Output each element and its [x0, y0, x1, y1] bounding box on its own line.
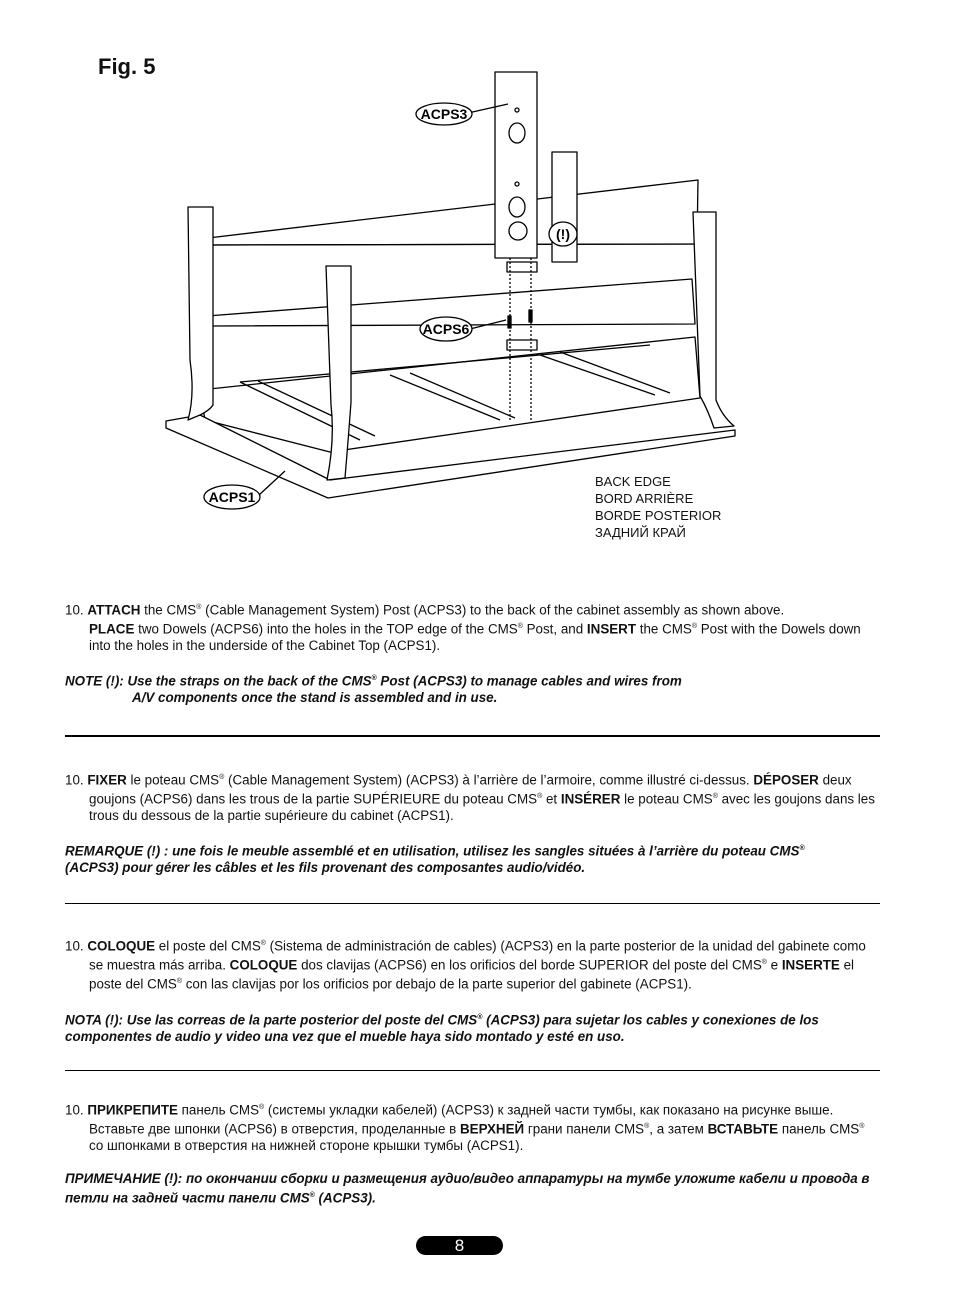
- callout-acps1: ACPS1: [208, 489, 256, 505]
- instructions-russian: [65, 1100, 880, 1207]
- back-edge-ru: ЗАДНИЙ КРАЙ: [595, 525, 686, 540]
- step-10-french: 10. FIXER le poteau CMS® (Cable Management System) (ACPS3) à l’arrière de l’armoire, comme illustré ci-dessus. DÉPOSER deux goujons (ACPS6) dans les trous de la partie SUPÉRIEURE du poteau CMS® et INSÉRER le poteau CMS® avec les goujons dans les trous du dessous de la partie supérieure du cabinet (ACPS1).: [65, 772, 875, 823]
- instructions-french: [65, 770, 880, 877]
- instructions-spanish: [65, 936, 880, 1045]
- back-edge-fr: BORD ARRIÈRE: [595, 491, 694, 506]
- callout-acps3: ACPS3: [420, 106, 468, 122]
- section-divider: [65, 735, 880, 737]
- section-divider: [65, 903, 880, 904]
- section-divider: [65, 1070, 880, 1071]
- step-10-spanish: 10. COLOQUE el poste del CMS® (Sistema de administración de cables) (ACPS3) en la parte posterior de la unidad del gabinete como se muestra más arriba. COLOQUE dos clavijas (ACPS6) en los orificios del borde SUPERIOR del poste del CMS® e INSERTE el poste del CMS® con las clavijas por los orificios por debajo de la parte superior del gabinete (ACPS1).: [65, 938, 866, 992]
- note-english: NOTE (!): Use the straps on the back of the CMS® Post (ACPS3) to manage cables and wires from: [65, 673, 682, 689]
- step-10-russian: 10. ПРИКРЕПИТЕ панель CMS® (системы укладки кабелей) (ACPS3) к задней части тумбы, как показано на рисунке выше. Вставьте две шпонки (ACPS6) в отверстия, проделанные в ВЕРХНЕЙ грани панели CMS®, а затем ВСТАВЬТЕ панель CMS® со шпонками в отверстия на нижней стороне крышки тумбы (ACPS1).: [65, 1102, 865, 1153]
- back-edge-label: [595, 473, 721, 541]
- back-edge-es: BORDE POSTERIOR: [595, 508, 722, 523]
- step-10-english: 10. ATTACH the CMS® (Cable Management System) Post (ACPS3) to the back of the cabinet assembly as shown above. PLACE two Dowels (ACPS6) into the holes in the TOP edge of the CMS® Post, and INSERT the CMS® Post with the Dowels down into the holes in the underside of the Cabinet Top (ACPS1).: [65, 602, 861, 653]
- back-edge-en: BACK EDGE: [595, 474, 671, 489]
- note-spanish: NOTA (!): Use las correas de la parte posterior del poste del CMS® (ACPS3) para sujetar los cables y conexiones de los componentes de audio y video una vez que el mueble haya sido montado y esté en uso.: [65, 1012, 819, 1044]
- note-english-cont: A/V components once the stand is assembled and in use.: [132, 690, 498, 706]
- callout-warning: (!): [556, 226, 570, 242]
- note-russian: ПРИМЕЧАНИЕ (!): по окончании сборки и размещения аудио/видео аппаратуры на тумбе уложите кабели и провода в петли на задней части панели CMS® (ACPS3).: [65, 1171, 870, 1206]
- note-french: REMARQUE (!) : une fois le meuble assemblé et en utilisation, utilisez les sangles situées à l’arrière du poteau CMS® (ACPS3) pour gérer les câbles et les fils provenant des composantes audio/vidéo.: [65, 843, 805, 876]
- figure-label: Fig. 5: [98, 54, 156, 79]
- assembly-diagram: [0, 0, 954, 560]
- instructions-english: [65, 600, 880, 707]
- page-number: 8: [416, 1236, 503, 1255]
- callout-acps6: ACPS6: [422, 321, 470, 337]
